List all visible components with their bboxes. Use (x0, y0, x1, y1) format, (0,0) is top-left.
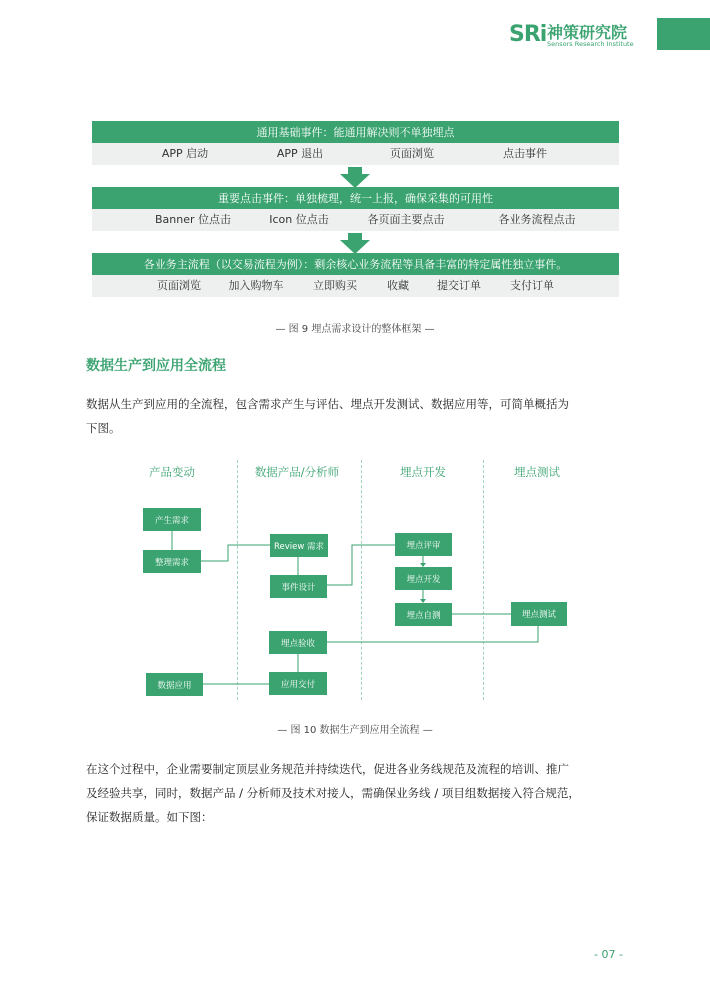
node-app-delivery: 应用交付 (269, 672, 327, 695)
lane-title-dev: 埋点开发 (400, 465, 446, 479)
logo-english-name: Sensors Research Institute (547, 40, 634, 48)
closing-line: 及经验共享，同时，数据产品 / 分析师及技术对接人，需确保业务线 / 项目组数据接入符合规范， (86, 786, 580, 800)
fig9-item: 各页面主要点击 (367, 213, 445, 226)
lane-divider (361, 460, 362, 700)
fig9-band-important-clicks: 重要点击事件：单独梳理，统一上报，确保采集的可用性 (92, 187, 619, 209)
fig9-item: 支付订单 (510, 279, 554, 292)
fig9-item: Icon 位点击 (269, 213, 329, 226)
lane-title-analyst: 数据产品/分析师 (254, 465, 340, 479)
fig9-band-basic-events: 通用基础事件：能通用解决则不单独埋点 (92, 121, 619, 143)
section-title: 数据生产到应用全流程 (86, 358, 226, 374)
page-number: - 07 - (594, 948, 623, 961)
fig9-item: 点击事件 (503, 147, 547, 160)
closing-line: 保证数据质量。如下图： (86, 810, 213, 824)
fig9-item: 页面浏览 (390, 147, 434, 160)
logo-chinese-name: 神策研究院 (547, 23, 628, 42)
intro-line: 下图。 (86, 421, 121, 435)
fig9-item: APP 启动 (161, 147, 209, 160)
fig9-caption: — 图 9 埋点需求设计的整体框架 — (275, 324, 435, 335)
node-data-application: 数据应用 (146, 673, 203, 696)
fig9-item: 立即购买 (313, 279, 357, 292)
lane-title-test: 埋点测试 (514, 465, 560, 479)
fig9-item: 页面浏览 (157, 279, 201, 292)
down-arrow-icon (340, 174, 370, 188)
lane-divider (483, 460, 484, 700)
node-tracking-acceptance: 埋点验收 (269, 631, 327, 654)
fig9-row-basic-events (92, 143, 619, 165)
closing-paragraph (86, 757, 646, 829)
node-event-design: 事件设计 (270, 575, 327, 598)
intro-paragraph (86, 392, 646, 440)
fig9-item: APP 退出 (276, 147, 324, 160)
fig9-band-business-flows: 各业务主流程（以交易流程为例）：剩余核心业务流程等具备丰富的特定属性独立事件。 (92, 253, 619, 275)
node-organize-requirement: 整理需求 (143, 550, 201, 573)
lane-divider (237, 460, 238, 700)
lane-title-product: 产品变动 (149, 465, 195, 479)
logo-mark: SRi (509, 22, 547, 47)
fig9-row-important-clicks (92, 209, 619, 231)
fig9-item: 收藏 (387, 279, 409, 292)
node-produce-requirement: 产生需求 (143, 508, 201, 531)
down-arrow-icon (340, 240, 370, 254)
intro-line: 数据从生产到应用的全流程，包含需求产生与评估、埋点开发测试、数据应用等，可简单概括为 (86, 397, 569, 411)
fig9-row-business-flows (92, 275, 619, 297)
fig10-caption: — 图 10 数据生产到应用全流程 — (277, 725, 433, 736)
node-tracking-test: 埋点测试 (511, 602, 567, 626)
header-accent-tab (657, 18, 710, 50)
node-review-requirement: Review 需求 (270, 534, 328, 557)
node-tracking-dev: 埋点开发 (395, 567, 452, 590)
fig9-item: 提交订单 (437, 279, 481, 292)
fig9-item: 加入购物车 (228, 279, 284, 292)
fig9-item: Banner 位点击 (154, 213, 232, 226)
fig9-item: 各业务流程点击 (498, 213, 576, 226)
node-tracking-selftest: 埋点自测 (395, 603, 452, 626)
closing-line: 在这个过程中，企业需要制定顶层业务规范并持续迭代，促进各业务线规范及流程的培训、推广 (86, 762, 569, 776)
logo (509, 22, 659, 52)
node-tracking-review: 埋点评审 (395, 533, 452, 556)
